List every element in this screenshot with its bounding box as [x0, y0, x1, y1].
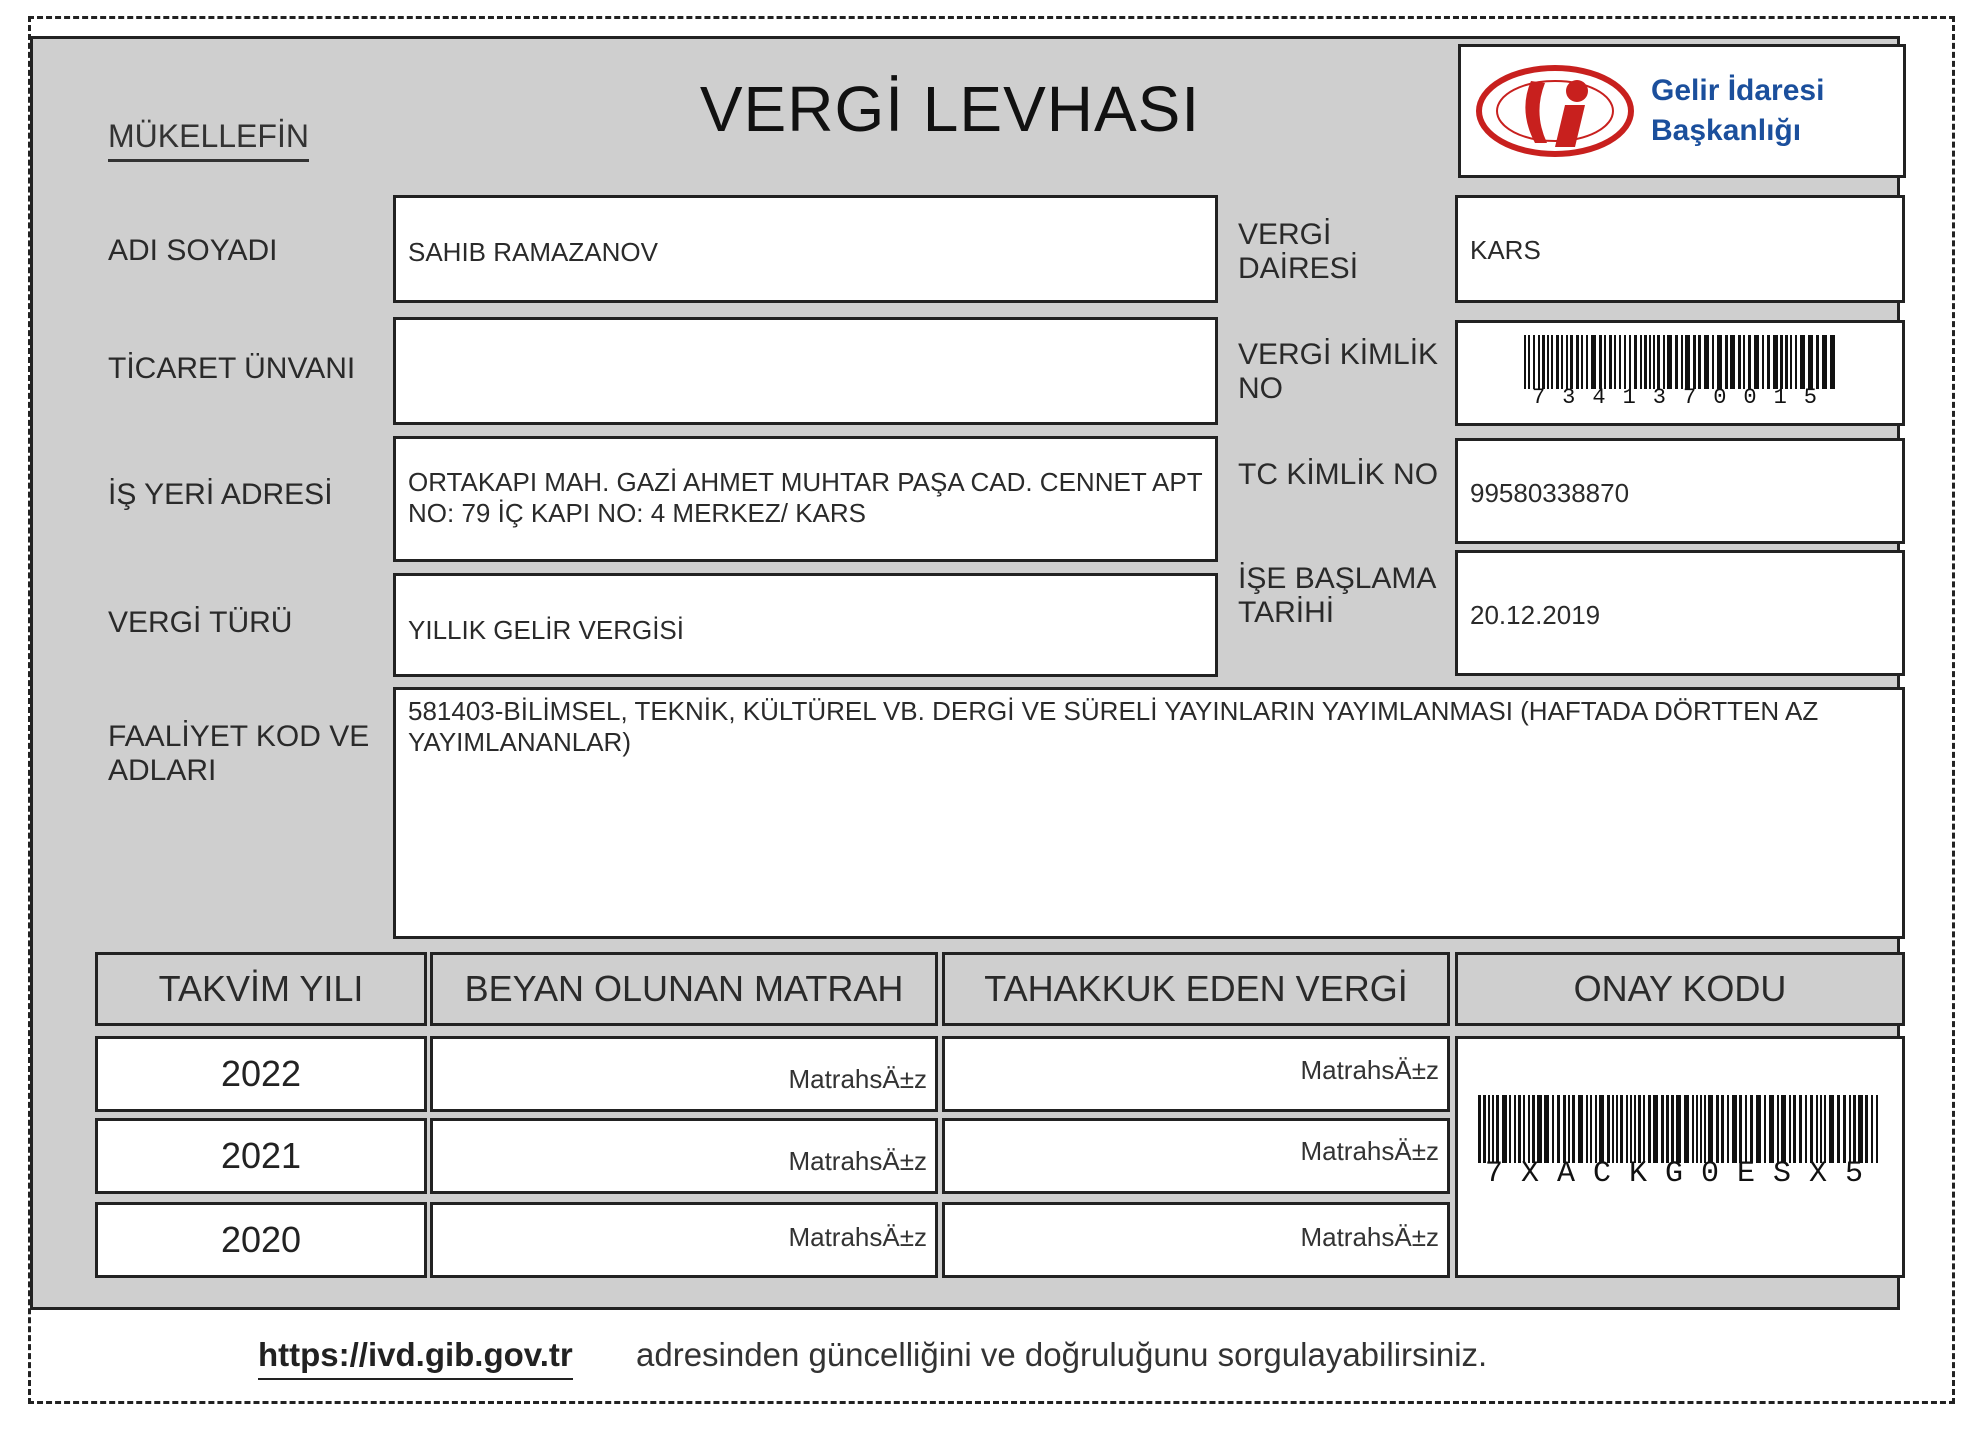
barcode-bar [1661, 1095, 1664, 1163]
barcode-bar [1822, 335, 1827, 389]
barcode-bar [1568, 1095, 1570, 1163]
barcode-bar [1586, 1095, 1588, 1163]
barcode-bar [1514, 1095, 1516, 1163]
section-label-mukellefin: MÜKELLEFİN [108, 118, 309, 162]
barcode-bar [1810, 1095, 1813, 1163]
barcode-bar [1648, 1095, 1651, 1163]
barcode-bar [1698, 335, 1701, 389]
barcode-bar [1820, 1095, 1822, 1163]
cell-onay-kodu [1455, 1036, 1905, 1278]
label-is-yeri-adresi: İŞ YERİ ADRESİ [108, 478, 333, 511]
barcode-bar [1785, 335, 1788, 389]
barcode-bar [1693, 335, 1696, 389]
barcode-bar [1653, 335, 1655, 389]
barcode-bar [1780, 335, 1783, 389]
label-ticaret-unvani: TİCARET ÜNVANI [108, 352, 356, 385]
barcode-bar [1717, 335, 1722, 389]
barcode-bar [1769, 1095, 1774, 1163]
barcode-bar [1692, 1095, 1694, 1163]
barcode-bar [1509, 1095, 1511, 1163]
verification-link[interactable]: https://ivd.gib.gov.tr [258, 1336, 573, 1380]
barcode-bar [1563, 1095, 1566, 1163]
barcode-bar [1488, 1095, 1490, 1163]
page-title: VERGİ LEVHASI [699, 73, 1201, 145]
barcode-bar [1704, 1095, 1706, 1163]
field-is-yeri-adresi: ORTAKAPI MAH. GAZİ AHMET MUHTAR PAŞA CAD. CENNET APT NO: 79 İÇ KAPI NO: 4 MERKEZ/ KARS [393, 436, 1218, 562]
field-ticaret-unvani [393, 317, 1218, 425]
gib-logo-icon [1473, 61, 1643, 161]
field-faaliyet: 581403-BİLİMSEL, TEKNİK, KÜLTÜREL VB. DERGİ VE SÜRELİ YAYINLARIN YAYIMLANMASI (HAFTADA DÖRTTEN AZ YAYIMLANANLAR) [393, 687, 1905, 939]
barcode-bar [1732, 1095, 1737, 1163]
barcode-bar [1858, 1095, 1863, 1163]
barcode-bar [1557, 1095, 1560, 1163]
barcode-bar [1552, 1095, 1554, 1163]
barcode-bar [1496, 1095, 1499, 1163]
barcode-bar [1630, 1095, 1632, 1163]
barcode-bar [1876, 1095, 1878, 1163]
barcode-bar [1681, 335, 1683, 389]
barcode-bar [1754, 335, 1759, 389]
barcode-bar [1712, 335, 1714, 389]
barcode-bar [1764, 1095, 1766, 1163]
barcode-bar [1843, 1095, 1846, 1163]
label-ise-baslama-tarihi: İŞE BAŞLAMA TARİHİ [1238, 562, 1435, 629]
barcode-bar [1604, 335, 1606, 389]
cell-vergi-2022: MatrahsÄ±z [942, 1036, 1450, 1112]
barcode-bar [1666, 1095, 1669, 1163]
barcode-bar [1556, 335, 1559, 389]
barcode-bar [1591, 335, 1596, 389]
barcode-bar [1614, 335, 1616, 389]
barcode-bar [1653, 1095, 1658, 1163]
barcode-bar [1805, 1095, 1807, 1163]
barcode-bar [1528, 335, 1530, 389]
barcode-bar [1620, 1095, 1623, 1163]
barcode-bar [1777, 1095, 1779, 1163]
barcode-bar [1730, 335, 1735, 389]
label-vergi-dairesi: VERGİ DAİRESİ [1238, 218, 1359, 285]
barcode-bar [1750, 1095, 1753, 1163]
th-takvim-yili: TAKVİM YILI [95, 952, 427, 1026]
barcode-bar [1793, 1095, 1796, 1163]
barcode-bar [1644, 335, 1647, 389]
barcode-bar [1578, 1095, 1583, 1163]
barcode-bar [1626, 1095, 1628, 1163]
barcode-bar [1767, 335, 1770, 389]
barcode-bar [1824, 1095, 1826, 1163]
barcode-bar [1607, 1095, 1610, 1163]
vergi-kimlik-number: 7341370015 [1531, 385, 1835, 410]
barcode-bar [1704, 335, 1709, 389]
barcode-bar [1640, 335, 1642, 389]
barcode-bar [1643, 1095, 1645, 1163]
cell-matrah-2022: MatrahsÄ±z [430, 1036, 938, 1112]
barcode-bar [1619, 335, 1621, 389]
barcode-bar [1853, 1095, 1856, 1163]
label-faaliyet: FAALİYET KOD VE ADLARI [108, 720, 370, 787]
barcode-bar [1808, 335, 1813, 389]
label-vergi-kimlik-no: VERGİ KİMLİK NO [1238, 338, 1439, 405]
barcode-bar [1708, 1095, 1713, 1163]
th-tahakkuk-eden-vergi: TAHAKKUK EDEN VERGİ [942, 952, 1450, 1026]
barcode-bar [1612, 1095, 1614, 1163]
barcode-bar [1502, 1095, 1507, 1163]
barcode-bar [1523, 1095, 1525, 1163]
barcode-bar [1716, 1095, 1719, 1163]
barcode-bar [1675, 335, 1678, 389]
barcode-bar [1800, 335, 1805, 389]
field-tc-kimlik-no: 99580338870 [1455, 438, 1905, 544]
barcode-bar [1547, 335, 1549, 389]
cell-year-2022: 2022 [95, 1036, 427, 1112]
barcode-bar [1595, 1095, 1597, 1163]
barcode-bar [1634, 335, 1637, 389]
onay-kodu-barcode [1478, 1095, 1882, 1163]
barcode-bar [1696, 1095, 1698, 1163]
barcode-bar [1738, 335, 1741, 389]
barcode-bar [1533, 335, 1535, 389]
cell-year-2020: 2020 [95, 1202, 427, 1278]
barcode-bar [1773, 335, 1778, 389]
barcode-bar [1676, 1095, 1681, 1163]
barcode-bar [1762, 335, 1764, 389]
barcode-bar [1616, 1095, 1618, 1163]
barcode-bar [1542, 335, 1545, 389]
label-vergi-turu: VERGİ TÜRÜ [108, 606, 293, 639]
logo-text-line2: Başkanlığı [1651, 114, 1802, 147]
barcode-bar [1743, 335, 1745, 389]
cell-vergi-2020: MatrahsÄ±z [942, 1202, 1450, 1278]
barcode-bar [1756, 1095, 1761, 1163]
barcode-bar [1745, 1095, 1747, 1163]
th-onay-kodu: ONAY KODU [1455, 952, 1905, 1026]
cell-year-2021: 2021 [95, 1118, 427, 1194]
barcode-bar [1829, 1095, 1834, 1163]
field-vergi-kimlik-no [1455, 320, 1905, 426]
barcode-bar [1790, 335, 1792, 389]
barcode-bar [1671, 1095, 1674, 1163]
verification-text: adresinden güncelliğini ve doğruluğunu sorgulayabilirsiniz. [636, 1336, 1488, 1373]
gib-logo-text [1651, 71, 1824, 151]
barcode-bar [1483, 1095, 1486, 1163]
vergi-kimlik-barcode [1524, 335, 1836, 389]
barcode-bar [1518, 1095, 1521, 1163]
barcode-bar [1799, 1095, 1802, 1163]
cell-matrah-2021: MatrahsÄ±z [430, 1118, 938, 1194]
barcode-bar [1781, 1095, 1786, 1163]
barcode-bar [1551, 335, 1553, 389]
barcode-bar [1566, 335, 1568, 389]
barcode-bar [1609, 335, 1612, 389]
barcode-bar [1544, 1095, 1549, 1163]
barcode-bar [1816, 1095, 1818, 1163]
barcode-bar [1538, 335, 1540, 389]
barcode-bar [1624, 335, 1626, 389]
barcode-bar [1599, 1095, 1604, 1163]
barcode-bar [1663, 335, 1665, 389]
barcode-bar [1830, 335, 1835, 389]
barcode-bar [1649, 335, 1651, 389]
field-ise-baslama-tarihi: 20.12.2019 [1455, 550, 1905, 676]
label-adi-soyadi: ADI SOYADI [108, 234, 278, 267]
barcode-bar [1667, 335, 1672, 389]
barcode-bar [1570, 335, 1573, 389]
barcode-bar [1478, 1095, 1481, 1163]
barcode-bar [1727, 1095, 1729, 1163]
barcode-bar [1795, 335, 1797, 389]
onay-kodu-text: 7XACKG0ESX5 [1484, 1157, 1882, 1191]
barcode-bar [1586, 335, 1588, 389]
barcode-bar [1634, 1095, 1636, 1163]
barcode-bar [1524, 335, 1526, 389]
gib-logo [1458, 44, 1906, 178]
barcode-bar [1685, 335, 1690, 389]
barcode-bar [1849, 1095, 1851, 1163]
barcode-bar [1871, 1095, 1873, 1163]
field-vergi-dairesi: KARS [1455, 195, 1905, 303]
barcode-bar [1725, 335, 1728, 389]
barcode-bar [1590, 1095, 1592, 1163]
barcode-bar [1576, 335, 1579, 389]
barcode-bar [1638, 1095, 1641, 1163]
barcode-bar [1537, 1095, 1542, 1163]
barcode-bar [1532, 1095, 1535, 1163]
field-vergi-turu: YILLIK GELİR VERGİSİ [393, 573, 1218, 677]
barcode-bar [1748, 335, 1751, 389]
barcode-bar [1572, 1095, 1575, 1163]
barcode-bar [1816, 335, 1819, 389]
barcode-bar [1599, 335, 1602, 389]
barcode-bar [1721, 1095, 1724, 1163]
barcode-bar [1789, 1095, 1791, 1163]
barcode-bar [1629, 335, 1631, 389]
barcode-bar [1684, 1095, 1689, 1163]
barcode-bar [1700, 1095, 1702, 1163]
cell-matrah-2020: MatrahsÄ±z [430, 1202, 938, 1278]
barcode-bar [1865, 1095, 1868, 1163]
barcode-bar [1739, 1095, 1742, 1163]
cell-vergi-2021: MatrahsÄ±z [942, 1118, 1450, 1194]
label-tc-kimlik-no: TC KİMLİK NO [1238, 458, 1439, 491]
barcode-bar [1657, 335, 1660, 389]
barcode-bar [1561, 335, 1563, 389]
logo-text-line1: Gelir İdaresi [1651, 74, 1825, 107]
barcode-bar [1492, 1095, 1494, 1163]
field-adi-soyadi: SAHIB RAMAZANOV [393, 195, 1218, 303]
barcode-bar [1528, 1095, 1530, 1163]
barcode-bar [1581, 335, 1583, 389]
th-beyan-olunan-matrah: BEYAN OLUNAN MATRAH [430, 952, 938, 1026]
barcode-bar [1837, 1095, 1840, 1163]
